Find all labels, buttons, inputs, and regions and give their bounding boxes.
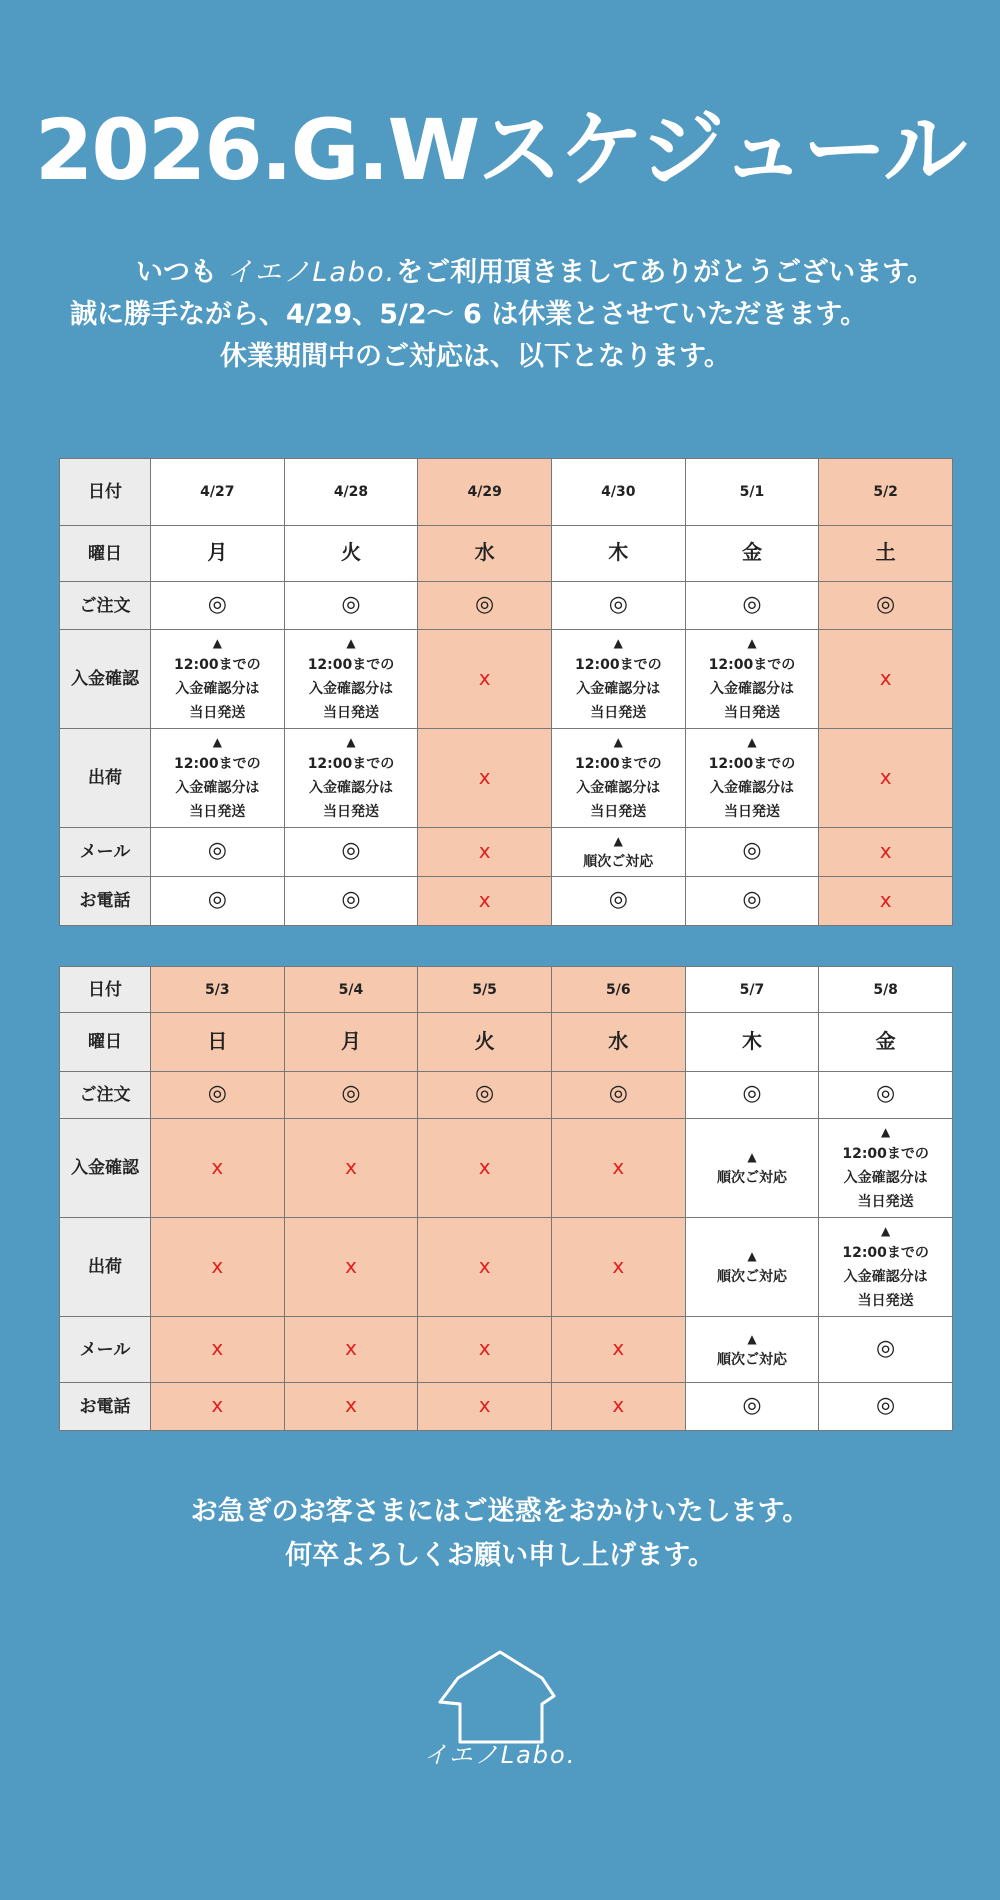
date-cell: 5/3 bbox=[151, 967, 285, 1013]
row-payment bbox=[60, 630, 953, 729]
status-conditional: ▲ 12:00までの 入金確認分は 当日発送 bbox=[284, 729, 418, 828]
status-conditional: ▲ 12:00までの 入金確認分は 当日発送 bbox=[685, 729, 819, 828]
row-label-phone: お電話 bbox=[60, 1383, 151, 1431]
status-conditional: ▲ 12:00までの 入金確認分は 当日発送 bbox=[819, 1218, 953, 1317]
row-label-order: ご注文 bbox=[60, 1072, 151, 1119]
row-label-phone: お電話 bbox=[60, 877, 151, 926]
status-closed: x bbox=[151, 1218, 285, 1317]
row-label-order: ご注文 bbox=[60, 582, 151, 630]
status-closed: x bbox=[418, 877, 552, 926]
row-label-payment: 入金確認 bbox=[60, 1119, 151, 1218]
closing-line-2: 何卒よろしくお願い申し上げます。 bbox=[285, 1540, 715, 1571]
row-mail bbox=[60, 1317, 953, 1383]
row-payment bbox=[60, 1119, 953, 1218]
intro-line-1-pre: いつも bbox=[136, 257, 217, 288]
status-conditional: ▲ 順次ご対応 bbox=[685, 1317, 819, 1383]
status-ok: ◎ bbox=[284, 828, 418, 877]
row-label-shipping: 出荷 bbox=[60, 1218, 151, 1317]
row-weekday bbox=[60, 1013, 953, 1072]
row-label-mail: メール bbox=[60, 1317, 151, 1383]
status-conditional: ▲ 12:00までの 入金確認分は 当日発送 bbox=[685, 630, 819, 729]
status-closed: x bbox=[418, 1383, 552, 1431]
date-cell: 5/5 bbox=[418, 967, 552, 1013]
status-closed: x bbox=[551, 1383, 685, 1431]
status-conditional: ▲ 12:00までの 入金確認分は 当日発送 bbox=[284, 630, 418, 729]
intro-line-3: 休業期間中のご対応は、以下となります。 bbox=[220, 341, 731, 372]
intro-line-2: 誠に勝手ながら、4/29、5/2〜 6 は休業とさせていただきます。 bbox=[70, 299, 868, 330]
weekday-cell: 土 bbox=[819, 526, 953, 582]
page-title: 2026.G.Wスケジュール bbox=[34, 101, 966, 199]
status-ok: ◎ bbox=[151, 1072, 285, 1119]
date-cell: 4/28 bbox=[284, 459, 418, 526]
weekday-cell: 火 bbox=[284, 526, 418, 582]
row-label-payment: 入金確認 bbox=[60, 630, 151, 729]
weekday-cell: 日 bbox=[151, 1013, 285, 1072]
status-ok: ◎ bbox=[819, 582, 953, 630]
date-cell: 5/7 bbox=[685, 967, 819, 1013]
status-conditional: ▲ 12:00までの 入金確認分は 当日発送 bbox=[551, 729, 685, 828]
status-closed: x bbox=[418, 1119, 552, 1218]
status-ok: ◎ bbox=[551, 1072, 685, 1119]
status-ok: ◎ bbox=[284, 1072, 418, 1119]
row-order bbox=[60, 1072, 953, 1119]
status-ok: ◎ bbox=[284, 877, 418, 926]
row-date bbox=[60, 967, 953, 1013]
row-label-mail: メール bbox=[60, 828, 151, 877]
row-mail bbox=[60, 828, 953, 877]
status-ok: ◎ bbox=[151, 877, 285, 926]
weekday-cell: 水 bbox=[418, 526, 552, 582]
weekday-cell: 金 bbox=[819, 1013, 953, 1072]
status-ok: ◎ bbox=[819, 1383, 953, 1431]
status-closed: x bbox=[551, 1119, 685, 1218]
date-cell: 5/1 bbox=[685, 459, 819, 526]
status-closed: x bbox=[418, 1218, 552, 1317]
status-ok: ◎ bbox=[685, 582, 819, 630]
row-label-weekday: 曜日 bbox=[60, 526, 151, 582]
weekday-cell: 水 bbox=[551, 1013, 685, 1072]
status-ok: ◎ bbox=[685, 828, 819, 877]
status-ok: ◎ bbox=[819, 1317, 953, 1383]
status-ok: ◎ bbox=[151, 582, 285, 630]
status-closed: x bbox=[819, 828, 953, 877]
status-closed: x bbox=[418, 729, 552, 828]
closing-line-1: お急ぎのお客さまにはご迷惑をおかけいたします。 bbox=[190, 1496, 810, 1527]
status-ok: ◎ bbox=[685, 1383, 819, 1431]
status-ok: ◎ bbox=[685, 877, 819, 926]
status-closed: x bbox=[284, 1383, 418, 1431]
status-ok: ◎ bbox=[551, 877, 685, 926]
row-label-weekday: 曜日 bbox=[60, 1013, 151, 1072]
date-cell: 5/2 bbox=[819, 459, 953, 526]
row-label-date: 日付 bbox=[60, 459, 151, 526]
status-closed: x bbox=[151, 1119, 285, 1218]
intro-line-1-post: をご利用頂きましてありがとうございます。 bbox=[396, 257, 934, 288]
date-cell: 4/30 bbox=[551, 459, 685, 526]
row-order bbox=[60, 582, 953, 630]
status-closed: x bbox=[284, 1119, 418, 1218]
status-closed: x bbox=[151, 1317, 285, 1383]
status-closed: x bbox=[418, 1317, 552, 1383]
schedule-table-2 bbox=[59, 966, 953, 1431]
row-shipping bbox=[60, 729, 953, 828]
row-label-date: 日付 bbox=[60, 967, 151, 1013]
status-ok: ◎ bbox=[685, 1072, 819, 1119]
status-closed: x bbox=[819, 877, 953, 926]
row-phone bbox=[60, 877, 953, 926]
status-closed: x bbox=[819, 729, 953, 828]
row-date bbox=[60, 459, 953, 526]
weekday-cell: 木 bbox=[685, 1013, 819, 1072]
date-cell: 5/8 bbox=[819, 967, 953, 1013]
status-conditional: ▲ 順次ご対応 bbox=[551, 828, 685, 877]
status-closed: x bbox=[551, 1218, 685, 1317]
weekday-cell: 月 bbox=[151, 526, 285, 582]
status-ok: ◎ bbox=[418, 582, 552, 630]
row-label-shipping: 出荷 bbox=[60, 729, 151, 828]
status-conditional: ▲ 12:00までの 入金確認分は 当日発送 bbox=[151, 729, 285, 828]
status-closed: x bbox=[551, 1317, 685, 1383]
intro-brand-name: イエノLabo. bbox=[226, 257, 397, 288]
weekday-cell: 月 bbox=[284, 1013, 418, 1072]
date-cell: 5/6 bbox=[551, 967, 685, 1013]
status-closed: x bbox=[819, 630, 953, 729]
row-shipping bbox=[60, 1218, 953, 1317]
status-conditional: ▲ 12:00までの 入金確認分は 当日発送 bbox=[551, 630, 685, 729]
status-closed: x bbox=[284, 1218, 418, 1317]
weekday-cell: 金 bbox=[685, 526, 819, 582]
intro-message bbox=[0, 252, 1000, 378]
intro-line-1 bbox=[0, 252, 1000, 294]
date-cell: 4/27 bbox=[151, 459, 285, 526]
status-ok: ◎ bbox=[284, 582, 418, 630]
weekday-cell: 木 bbox=[551, 526, 685, 582]
status-ok: ◎ bbox=[819, 1072, 953, 1119]
logo-text: イエノLabo. bbox=[423, 1741, 577, 1769]
status-conditional: ▲ 12:00までの 入金確認分は 当日発送 bbox=[151, 630, 285, 729]
weekday-cell: 火 bbox=[418, 1013, 552, 1072]
status-closed: x bbox=[418, 828, 552, 877]
closing-message bbox=[0, 1490, 1000, 1578]
status-ok: ◎ bbox=[418, 1072, 552, 1119]
status-closed: x bbox=[151, 1383, 285, 1431]
status-conditional: ▲ 12:00までの 入金確認分は 当日発送 bbox=[819, 1119, 953, 1218]
date-cell: 5/4 bbox=[284, 967, 418, 1013]
schedule-table-1 bbox=[59, 458, 953, 926]
status-conditional: ▲ 順次ご対応 bbox=[685, 1119, 819, 1218]
status-conditional: ▲ 順次ご対応 bbox=[685, 1218, 819, 1317]
row-weekday bbox=[60, 526, 953, 582]
status-ok: ◎ bbox=[551, 582, 685, 630]
status-closed: x bbox=[418, 630, 552, 729]
status-ok: ◎ bbox=[151, 828, 285, 877]
date-cell: 4/29 bbox=[418, 459, 552, 526]
row-phone bbox=[60, 1383, 953, 1431]
status-closed: x bbox=[284, 1317, 418, 1383]
